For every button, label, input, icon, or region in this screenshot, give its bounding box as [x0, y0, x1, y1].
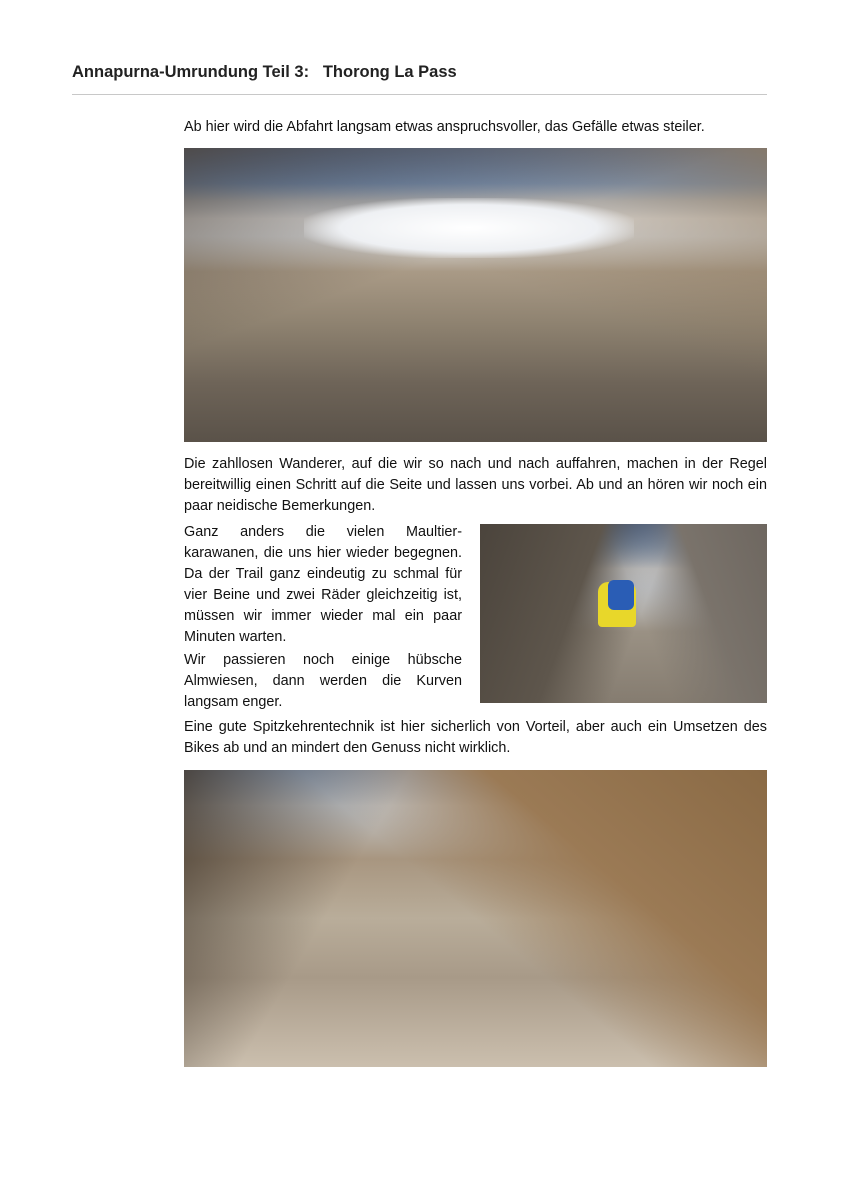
header-divider — [72, 94, 767, 95]
photo-switchbacks — [184, 770, 767, 1067]
paragraph: Ganz anders die vielen Maultier-karawanen, die uns hier wieder begegnen. Da der Trail ganz eindeutig zu schmal für vier Beine und zwei Räder gleichzeitig ist, müssen wir immer wieder mal ein paar Minuten warten. — [184, 524, 462, 645]
paragraph: Eine gute Spitzkehrentechnik ist hier sicherlich von Vorteil, aber auch ein Umsetzen des Bikes ab und an mindert den Genuss nicht wirklich. — [184, 719, 767, 756]
page-title: Annapurna-Umrundung Teil 3: Thorong La Pass — [72, 63, 457, 81]
photo-descent-valley — [184, 148, 767, 442]
paragraph: Ab hier wird die Abfahrt langsam etwas anspruchsvoller, das Gefälle etwas steiler. — [184, 119, 705, 135]
paragraph: Die zahllosen Wanderer, auf die wir so nach und nach auffahren, machen in der Regel bereitwillig einen Schritt auf die Seite und lassen uns vorbei. Ab und an hören wir noch ein paar neidische Bemerkungen. — [184, 456, 767, 514]
photo-mule-caravan — [480, 524, 767, 703]
paragraph: Wir passieren noch einige hübsche Almwiesen, dann werden die Kurven langsam enger. — [184, 652, 462, 710]
